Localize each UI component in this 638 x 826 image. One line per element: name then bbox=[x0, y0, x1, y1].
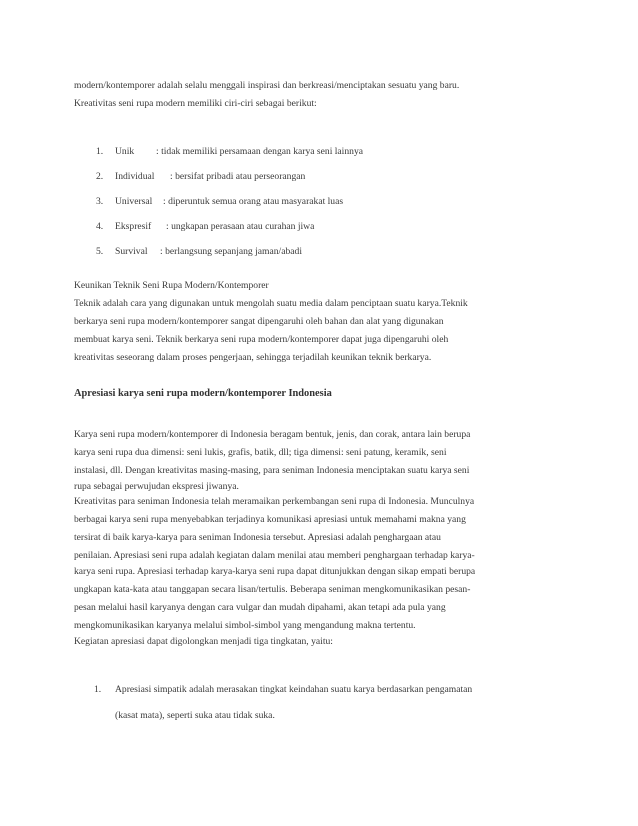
paragraph-line: mengkomunikasikan karyanya melalui simbol-simbol yang mengandung makna tertentu. bbox=[74, 620, 416, 631]
list-description: : ungkapan perasaan atau curahan jiwa bbox=[166, 221, 315, 232]
list-description: : diperuntuk semua orang atau masyarakat luas bbox=[163, 196, 344, 207]
list-number: 5. bbox=[96, 246, 104, 257]
paragraph-line: rupa sebagai perwujudan ekspresi jiwanya. bbox=[74, 481, 239, 492]
paragraph-line: kreativitas seseorang dalam proses pengerjaan, sehingga terjadilah keunikan teknik berkarya. bbox=[74, 352, 432, 363]
list-text-continued: (kasat mata), seperti suka atau tidak suka. bbox=[115, 710, 275, 721]
section-subtitle: Keunikan Teknik Seni Rupa Modern/Kontemporer bbox=[74, 280, 269, 291]
paragraph-line: karya seni rupa. Apresiasi terhadap karya-karya seni rupa dapat ditunjukkan dengan sikap empati berupa bbox=[74, 566, 476, 577]
list-term: Universal bbox=[115, 196, 153, 207]
list-number: 1. bbox=[96, 146, 104, 157]
paragraph-line: instalasi, dll. Dengan kreativitas masing-masing, para seniman Indonesia menciptakan suatu karya seni bbox=[74, 465, 470, 476]
list-number: 3. bbox=[96, 196, 104, 207]
paragraph-line: membuat karya seni. Teknik berkarya seni rupa modern/kontemporer dapat juga dipengaruhi oleh bbox=[74, 334, 449, 345]
paragraph-line: Kegiatan apresiasi dapat digolongkan menjadi tiga tingkatan, yaitu: bbox=[74, 636, 333, 647]
list-term: Ekspresif bbox=[115, 221, 152, 232]
paragraph-line: penilaian. Apresiasi seni rupa adalah kegiatan dalam menilai atau memberi penghargaan terhadap karya- bbox=[74, 550, 475, 561]
paragraph-line: Kreativitas para seniman Indonesia telah meramaikan perkembangan seni rupa di Indonesia. Munculnya bbox=[74, 496, 475, 507]
list-description: : berlangsung sepanjang jaman/abadi bbox=[160, 246, 302, 257]
intro-line: Kreativitas seni rupa modern memiliki ciri-ciri sebagai berikut: bbox=[74, 98, 317, 109]
intro-line: modern/kontemporer adalah selalu menggali inspirasi dan berkreasi/menciptakan sesuatu yang baru. bbox=[74, 80, 460, 91]
paragraph-line: Karya seni rupa modern/kontemporer di Indonesia beragam bentuk, jenis, dan corak, antara lain berupa bbox=[74, 429, 471, 440]
list-text: Apresiasi simpatik adalah merasakan tingkat keindahan suatu karya berdasarkan pengamatan bbox=[115, 684, 473, 695]
list-number: 4. bbox=[96, 221, 104, 232]
list-number: 2. bbox=[96, 171, 104, 182]
list-term: Individual bbox=[115, 171, 155, 182]
paragraph-line: karya seni rupa dua dimensi: seni lukis, grafis, batik, dll; tiga dimensi: seni patung, keramik, seni bbox=[74, 447, 447, 458]
paragraph-line: ungkapan kata-kata atau tanggapan secara lisan/tertulis. Beberapa seniman mengkomunikasikan pesan- bbox=[74, 584, 471, 595]
paragraph-line: tersirat di baik karya-karya para seniman Indonesia tersebut. Apresiasi adalah penghargaan atau bbox=[74, 532, 441, 543]
list-number: 1. bbox=[94, 684, 102, 695]
paragraph-line: berbagai karya seni rupa menyebabkan terjadinya komunikasi apresiasi untuk memahami makna yang bbox=[74, 514, 466, 525]
paragraph-line: berkarya seni rupa modern/kontemporer sangat dipengaruhi oleh bahan dan alat yang digunakan bbox=[74, 316, 444, 327]
list-description: : bersifat pribadi atau perseorangan bbox=[170, 171, 306, 182]
paragraph-line: Teknik adalah cara yang digunakan untuk mengolah suatu media dalam penciptaan suatu karya.Teknik bbox=[74, 298, 468, 309]
paragraph-line: pesan melalui hasil karyanya dengan cara vulgar dan mudah dipahami, akan tetapi ada pula yang bbox=[74, 602, 446, 613]
list-description: : tidak memiliki persamaan dengan karya seni lainnya bbox=[156, 146, 363, 157]
list-term: Unik bbox=[115, 146, 135, 157]
list-term: Survival bbox=[115, 246, 148, 257]
section-heading: Apresiasi karya seni rupa modern/kontemporer Indonesia bbox=[74, 388, 332, 399]
